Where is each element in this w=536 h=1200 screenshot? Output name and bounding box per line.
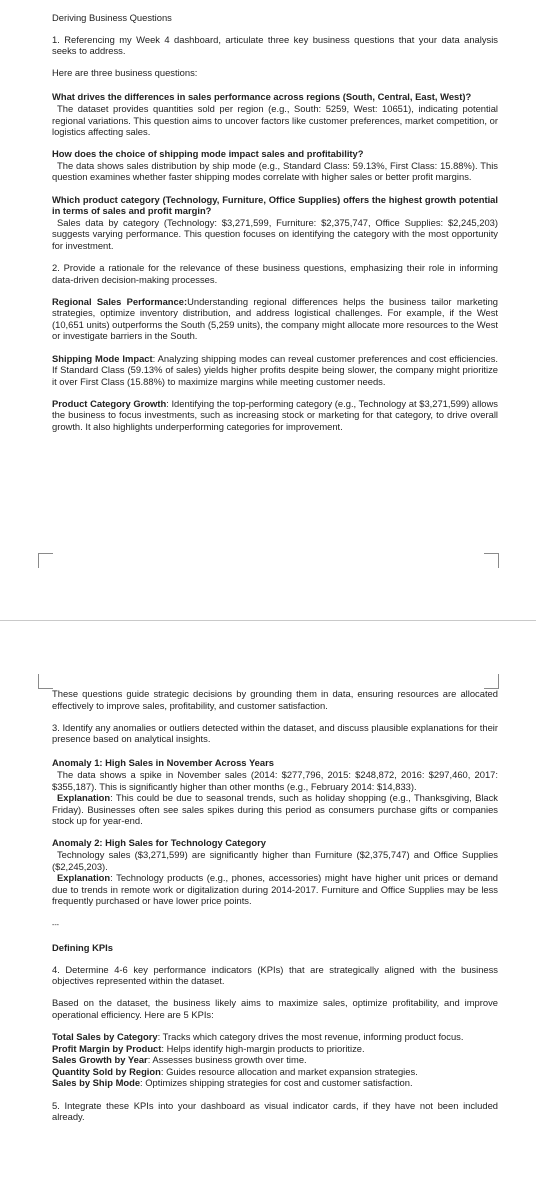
page-corner-mark-top-left	[38, 674, 53, 689]
anomaly-2-explanation-label: Explanation	[57, 872, 111, 884]
business-question-3-body: Sales data by category (Technology: $3,271,599, Furniture: $2,375,747, Office Supplies: $2,245,203) suggests varying performance. This question focuses on identifying the category with the most opportunity for investment.	[52, 216, 498, 251]
business-question-3-heading: Which product category (Technology, Furniture, Office Supplies) offers the highest growth potential in terms of sales and profit margin?	[52, 193, 498, 217]
continuation-text: These questions guide strategic decisions by grounding them in data, ensuring resources are allocated effectively to improve sales, profitability, and customer satisfaction.	[52, 688, 498, 711]
page-1-content	[52, 12, 498, 433]
kpi-item	[52, 1043, 498, 1055]
kpi-item-body: : Optimizes shipping strategies for cost and customer satisfaction.	[140, 1077, 413, 1089]
kpi-item-body: : Tracks which category drives the most revenue, informing product focus.	[157, 1031, 464, 1043]
anomaly-1-heading: Anomaly 1: High Sales in November Across Years	[52, 757, 274, 769]
section-title-business-questions: Deriving Business Questions	[52, 12, 172, 23]
rationale-shipping-body: : Analyzing shipping modes can reveal customer preferences and cost efficiencies. If Standard Class (59.13% of sales) yields higher profits despite being slower, the company might prioritize it over First Class (15.88%) to maximize margins while meeting customer needs.	[52, 352, 499, 387]
kpi-item	[52, 1066, 498, 1078]
page-break	[0, 620, 536, 641]
question-5-prompt: 5. Integrate these KPIs into your dashboard as visual indicator cards, if they have not been included already.	[52, 1099, 498, 1123]
kpi-item-body: : Guides resource allocation and market expansion strategies.	[160, 1065, 418, 1077]
rationale-shipping-label: Shipping Mode Impact	[52, 352, 153, 364]
rationale-regional-body: Understanding regional differences helps the business tailor marketing strategies, optimize inventory distribution, and address logistical challenges. For example, if the West (10,651 units) outperforms the South (5,259 units), the company might allocate more resources to the West or investigate barriers in the South.	[52, 295, 498, 342]
business-question-1-body: The dataset provides quantities sold per region (e.g., South: 5259, West: 10651), indicating potential regional variations. This question aims to uncover factors like customer preferences, market competition, or logistics affecting sales.	[52, 102, 498, 138]
kpi-item-label: Profit Margin by Product	[52, 1042, 162, 1054]
page-corner-mark-bottom-left	[38, 553, 53, 568]
anomaly-2-heading: Anomaly 2: High Sales for Technology Category	[52, 837, 266, 849]
anomaly-1-explanation-label: Explanation	[57, 792, 111, 804]
business-question-1-heading: What drives the differences in sales performance across regions (South, Central, East, West)?	[52, 91, 472, 103]
anomaly-2-body: Technology sales ($3,271,599) are significantly higher than Furniture ($2,375,747) and Office Supplies ($2,245,203).	[52, 849, 498, 872]
kpi-item	[52, 1031, 498, 1043]
anomaly-1-explanation	[52, 792, 498, 827]
kpi-item-body: : Helps identify high-margin products to prioritize.	[161, 1042, 365, 1054]
question-3-prompt: 3. Identify any anomalies or outliers detected within the dataset, and discuss plausible explanations for their presence based on analytical insights.	[52, 721, 498, 745]
kpi-item-body: : Assesses business growth over time.	[147, 1054, 307, 1066]
page-corner-mark-bottom-right	[484, 553, 499, 568]
kpi-item-label: Quantity Sold by Region	[52, 1065, 161, 1077]
document-page-2	[0, 640, 536, 1200]
section-separator: ---	[52, 921, 59, 929]
page-corner-mark-top-right	[484, 674, 499, 689]
section-title-kpis: Defining KPIs	[52, 941, 113, 953]
rationale-category	[52, 398, 498, 433]
anomaly-1-explanation-body: : This could be due to seasonal trends, such as holiday shopping (e.g., Thanksgiving, Black Friday). Businesses often see sales spikes during this period as consumers purchase gifts or companies stock up for year-end.	[52, 792, 498, 827]
kpi-item	[52, 1054, 498, 1066]
kpi-list	[52, 1031, 498, 1089]
kpi-item-label: Total Sales by Category	[52, 1031, 158, 1043]
anomaly-1-body: The data shows a spike in November sales (2014: $277,796, 2015: $248,872, 2016: $297,460, 2017: $355,187). This is significantly higher than other months (e.g., February 2014: $14,833).	[52, 768, 498, 792]
rationale-category-label: Product Category Growth	[52, 397, 167, 409]
anomaly-2-explanation	[52, 872, 498, 907]
kpi-intro: Based on the dataset, the business likely aims to maximize sales, optimize profitability, and improve operational efficiency. Here are 5 KPIs:	[52, 997, 498, 1020]
business-question-2-heading: How does the choice of shipping mode impact sales and profitability?	[52, 148, 364, 160]
kpi-item-label: Sales Growth by Year	[52, 1054, 148, 1066]
question-2-prompt: 2. Provide a rationale for the relevance of these business questions, emphasizing their role in informing data-driven decision-making processes.	[52, 262, 498, 285]
kpi-item	[52, 1077, 498, 1089]
business-question-2-body: The data shows sales distribution by ship mode (e.g., Standard Class: 59.13%, First Class: 15.88%). This question examines whether faster shipping modes correlate with higher sales or better profit margins.	[52, 159, 498, 183]
rationale-regional-label: Regional Sales Performance:	[52, 295, 188, 307]
rationale-shipping	[52, 353, 498, 388]
question-1-prompt: 1. Referencing my Week 4 dashboard, articulate three key business questions that your data analysis seeks to address.	[52, 33, 498, 57]
intro-text: Here are three business questions:	[52, 67, 198, 79]
rationale-regional	[52, 296, 498, 342]
page-2-content	[52, 688, 498, 1123]
kpi-item-label: Sales by Ship Mode	[52, 1077, 141, 1089]
rationale-category-body: : Identifying the top-performing category (e.g., Technology at $3,271,599) allows the business to focus investments, such as increasing stock or marketing for that category, to drive overall growth. It also highlights underperforming categories for improvement.	[52, 397, 498, 433]
question-4-prompt: 4. Determine 4-6 key performance indicators (KPIs) that are strategically aligned with the business objectives represented within the dataset.	[52, 963, 498, 987]
anomaly-2-explanation-body: : Technology products (e.g., phones, accessories) might have higher unit prices or demand due to trends in remote work or digitalization during 2014-2017. Furniture and Office Supplies may be less frequently purchased or have lower price points.	[52, 872, 498, 907]
